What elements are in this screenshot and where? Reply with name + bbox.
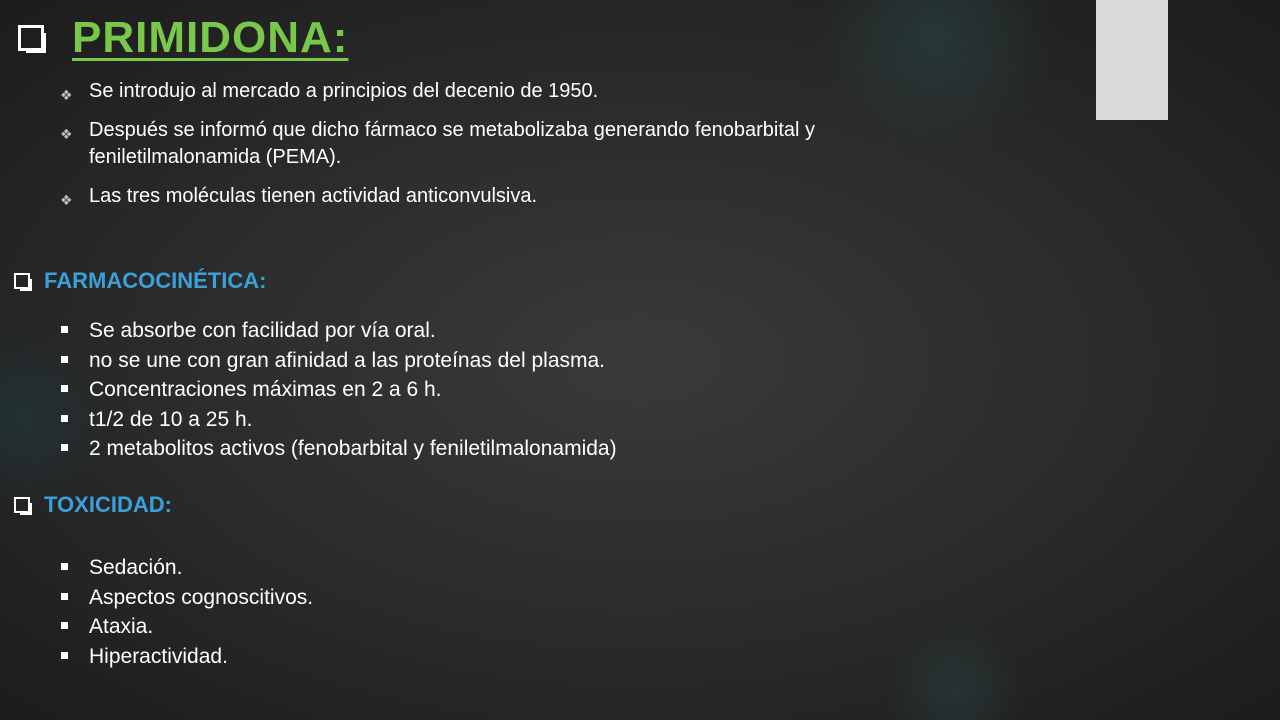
list-item-text: Ataxia.	[89, 615, 154, 638]
list-item-text: Se absorbe con facilidad por vía oral.	[89, 319, 436, 342]
square-bullet-icon	[61, 444, 68, 451]
pharmacokinetics-list	[58, 316, 617, 464]
checkbox-icon	[14, 497, 30, 513]
list-item	[58, 316, 617, 346]
diamond-icon: ❖	[60, 126, 73, 142]
list-item	[58, 612, 313, 642]
slide-title	[18, 8, 348, 68]
toxicity-heading	[14, 492, 172, 518]
list-item-text: Las tres moléculas tienen actividad anticonvulsiva.	[89, 185, 538, 207]
pharmacokinetics-heading	[14, 268, 266, 294]
list-item	[58, 434, 617, 464]
heading-text: TOXICIDAD:	[44, 492, 172, 517]
list-item-text: 2 metabolitos activos (fenobarbital y feniletilmalonamida)	[89, 437, 617, 460]
list-item-text: Sedación.	[89, 556, 183, 579]
list-item	[58, 183, 938, 210]
list-item-text: Concentraciones máximas en 2 a 6 h.	[89, 378, 442, 401]
square-bullet-icon	[61, 622, 68, 629]
heading-text: FARMACOCINÉTICA:	[44, 268, 267, 293]
list-item	[58, 553, 313, 583]
checkbox-icon	[18, 25, 44, 51]
square-bullet-icon	[61, 326, 68, 333]
square-bullet-icon	[61, 356, 68, 363]
list-item-text: Después se informó que dicho fármaco se metabolizaba generando fenobarbital y feniletilmalonamida (PEMA).	[89, 119, 815, 168]
square-bullet-icon	[61, 652, 68, 659]
list-item	[58, 117, 938, 171]
title-text: PRIMIDONA:	[72, 13, 349, 62]
list-item-text: Se introdujo al mercado a principios del decenio de 1950.	[89, 80, 599, 102]
square-bullet-icon	[61, 415, 68, 422]
decorative-tab	[1096, 0, 1168, 120]
square-bullet-icon	[61, 593, 68, 600]
list-item	[58, 583, 313, 613]
square-bullet-icon	[61, 563, 68, 570]
checkbox-icon	[14, 273, 30, 289]
list-item	[58, 405, 617, 435]
list-item	[58, 78, 938, 105]
list-item-text: no se une con gran afinidad a las proteínas del plasma.	[89, 348, 606, 372]
diamond-icon: ❖	[60, 192, 73, 208]
diamond-icon: ❖	[60, 87, 73, 103]
list-item	[58, 346, 617, 376]
list-item-text: Aspectos cognoscitivos.	[89, 585, 314, 609]
list-item	[58, 642, 313, 672]
toxicity-list	[58, 553, 313, 671]
list-item-text: t1/2 de 10 a 25 h.	[89, 407, 253, 431]
intro-list	[58, 78, 938, 222]
list-item-text: Hiperactividad.	[89, 644, 228, 668]
square-bullet-icon	[61, 385, 68, 392]
list-item	[58, 375, 617, 405]
